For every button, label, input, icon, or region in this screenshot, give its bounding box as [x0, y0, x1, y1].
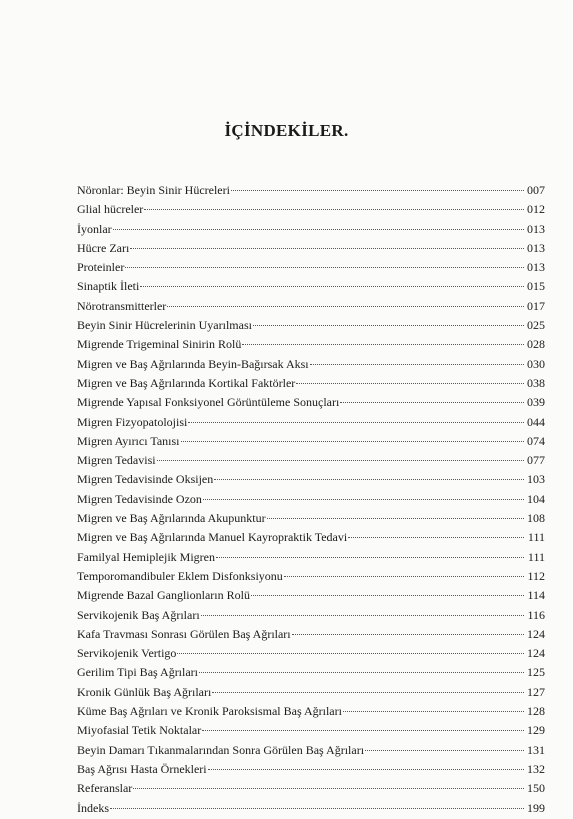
dot-leader — [343, 711, 524, 712]
dot-leader — [199, 672, 524, 673]
toc-entry-title: İndeks — [77, 800, 109, 815]
toc-entry-title: Gerilim Tipi Baş Ağrıları — [77, 665, 199, 680]
dot-leader — [310, 364, 524, 365]
toc-entry-page-number: 124 — [527, 646, 545, 661]
dot-leader — [242, 344, 524, 345]
toc-entry-page-number: 013 — [527, 240, 545, 255]
toc-entry-page-number: 129 — [527, 723, 545, 738]
toc-entry-title: Migrende Trigeminal Sinirin Rolü — [77, 337, 242, 352]
dot-leader — [284, 576, 524, 577]
toc-entry-page-number: 044 — [527, 414, 545, 429]
toc-entry — [77, 297, 545, 316]
dot-leader — [125, 267, 524, 268]
toc-entry — [77, 721, 545, 740]
toc-entry-page-number: 124 — [527, 626, 545, 641]
toc-entry-title: Temporomandibuler Eklem Disfonksiyonu — [77, 568, 283, 583]
toc-entry-page-number: 132 — [527, 761, 545, 776]
toc-entry — [77, 799, 545, 818]
toc-entry — [77, 625, 545, 644]
dot-leader — [202, 730, 524, 731]
toc-entry — [77, 413, 545, 432]
page-title: İÇİNDEKİLER. — [224, 121, 349, 140]
toc-entry — [77, 606, 545, 625]
toc-entry-title: Migren Tedavisinde Ozon — [77, 491, 202, 506]
toc-entry-page-number: 104 — [527, 491, 545, 506]
toc-entry-page-number: 007 — [527, 183, 545, 197]
toc-entry-title: Sinaptik İleti — [77, 279, 140, 294]
toc-entry-title: Migren Tedavisi — [77, 453, 156, 468]
dot-leader — [130, 248, 524, 249]
toc-entry-title: Migren ve Baş Ağrılarında Akupunktur — [77, 511, 266, 526]
dot-leader — [216, 557, 524, 558]
toc-entry — [77, 702, 545, 721]
dot-leader — [231, 190, 524, 191]
toc-entry-title: Referanslar — [77, 781, 133, 796]
toc-entry — [77, 316, 545, 335]
toc-entry-page-number: 077 — [527, 453, 545, 468]
toc-entry — [77, 663, 545, 682]
toc-entry — [77, 490, 545, 509]
toc-entry — [77, 239, 545, 258]
dot-leader — [157, 460, 524, 461]
dot-leader — [177, 653, 524, 654]
toc-entry-page-number: 028 — [527, 337, 545, 352]
toc-entry — [77, 220, 545, 239]
toc-entry-title: Migrende Bazal Ganglionların Rolü — [77, 588, 250, 603]
toc-entry-title: Migren ve Baş Ağrılarında Kortikal Faktörler — [77, 375, 296, 390]
toc-entry-page-number: 199 — [527, 800, 545, 815]
toc-entry-title: Proteinler — [77, 260, 125, 275]
toc-entry-title: Nöronlar: Beyin Sinir Hücreleri — [77, 183, 230, 197]
toc-entry — [77, 451, 545, 470]
toc-entry-page-number: 012 — [527, 202, 545, 217]
toc-entry-title: Hücre Zarı — [77, 240, 130, 255]
toc-entry — [77, 528, 545, 547]
dot-leader — [110, 808, 524, 809]
toc-entry-page-number: 131 — [527, 742, 545, 757]
toc-entry-page-number: 013 — [527, 260, 545, 275]
dot-leader — [253, 325, 524, 326]
dot-leader — [340, 402, 524, 403]
toc-entry-title: Migren ve Baş Ağrılarında Manuel Kayropraktik Tedavi — [77, 530, 348, 545]
toc-entry — [77, 432, 545, 451]
toc-entry-page-number: 039 — [527, 395, 545, 410]
toc-entry-page-number: 030 — [527, 356, 545, 371]
dot-leader — [201, 615, 524, 616]
dot-leader — [212, 692, 524, 693]
toc-entry-page-number: 015 — [527, 279, 545, 294]
dot-leader — [365, 750, 524, 751]
toc-entry-title: Nörotransmitterler — [77, 298, 167, 313]
toc-entry-title: Migren Ayırıcı Tanısı — [77, 433, 180, 448]
toc-entry-title: Baş Ağrısı Hasta Örnekleri — [77, 761, 207, 776]
toc-entry — [77, 200, 545, 219]
toc-entry — [77, 335, 545, 354]
toc-entry — [77, 181, 545, 200]
toc-entry-page-number: 038 — [527, 375, 545, 390]
toc-entry-page-number: 150 — [527, 781, 545, 796]
toc-entry-title: Kafa Travması Sonrası Görülen Baş Ağrıları — [77, 626, 291, 641]
toc-entry-title: Familyal Hemiplejik Migren — [77, 549, 215, 564]
toc-entry-page-number: 127 — [527, 684, 545, 699]
dot-leader — [167, 306, 524, 307]
toc-entry-title: Miyofasial Tetik Noktalar — [77, 723, 202, 738]
toc-entry — [77, 374, 545, 393]
toc-entry-title: İyonlar — [77, 221, 112, 236]
toc-entry — [77, 470, 545, 489]
toc-entry — [77, 644, 545, 663]
toc-entry-page-number: 103 — [527, 472, 545, 487]
toc-entry-page-number: 013 — [527, 221, 545, 236]
toc-entry-title: Beyin Sinir Hücrelerinin Uyarılması — [77, 318, 252, 333]
dot-leader — [251, 595, 524, 596]
dot-leader — [113, 229, 524, 230]
toc-entry — [77, 393, 545, 412]
toc-entry-page-number: 112 — [527, 568, 545, 583]
toc-entry — [77, 509, 545, 528]
toc-entry — [77, 760, 545, 779]
table-of-contents — [77, 181, 545, 818]
toc-entry — [77, 548, 545, 567]
toc-entry-title: Küme Baş Ağrıları ve Kronik Paroksismal Baş Ağrıları — [77, 704, 342, 719]
toc-entry-page-number: 128 — [527, 704, 545, 719]
toc-entry — [77, 586, 545, 605]
toc-entry-title: Migren ve Baş Ağrılarında Beyin-Bağırsak Aksı — [77, 356, 309, 371]
dot-leader — [214, 479, 524, 480]
dot-leader — [181, 441, 525, 442]
dot-leader — [188, 422, 524, 423]
toc-entry-page-number: 125 — [527, 665, 545, 680]
dot-leader — [140, 286, 524, 287]
toc-entry — [77, 258, 545, 277]
toc-entry-page-number: 017 — [527, 298, 545, 313]
toc-entry-page-number: 025 — [527, 318, 545, 333]
toc-entry-page-number: 074 — [527, 433, 545, 448]
toc-entry-title: Migrende Yapısal Fonksiyonel Görüntüleme Sonuçları — [77, 395, 340, 410]
toc-entry-title: Servikojenik Baş Ağrıları — [77, 607, 200, 622]
toc-entry-title: Migren Tedavisinde Oksijen — [77, 472, 214, 487]
toc-entry-title: Glial hücreler — [77, 202, 144, 217]
toc-entry-title: Kronik Günlük Baş Ağrıları — [77, 684, 212, 699]
toc-entry-title: Beyin Damarı Tıkanmalarından Sonra Görülen Baş Ağrıları — [77, 742, 365, 757]
toc-entry — [77, 779, 545, 798]
dot-leader — [203, 499, 524, 500]
toc-entry-page-number: 116 — [527, 607, 545, 622]
dot-leader — [144, 209, 524, 210]
toc-entry-page-number: 111 — [527, 549, 545, 564]
toc-entry-page-number: 108 — [527, 511, 545, 526]
dot-leader — [208, 769, 524, 770]
dot-leader — [296, 383, 524, 384]
dot-leader — [267, 518, 524, 519]
toc-entry — [77, 567, 545, 586]
toc-entry — [77, 277, 545, 296]
toc-entry — [77, 683, 545, 702]
toc-entry-title: Servikojenik Vertigo — [77, 646, 177, 661]
toc-entry — [77, 741, 545, 760]
toc-entry-title: Migren Fizyopatolojisi — [77, 414, 188, 429]
dot-leader — [133, 788, 524, 789]
toc-entry — [77, 355, 545, 374]
dot-leader — [348, 537, 524, 538]
toc-entry-page-number: 111 — [527, 530, 545, 545]
dot-leader — [292, 634, 524, 635]
toc-entry-page-number: 114 — [527, 588, 545, 603]
